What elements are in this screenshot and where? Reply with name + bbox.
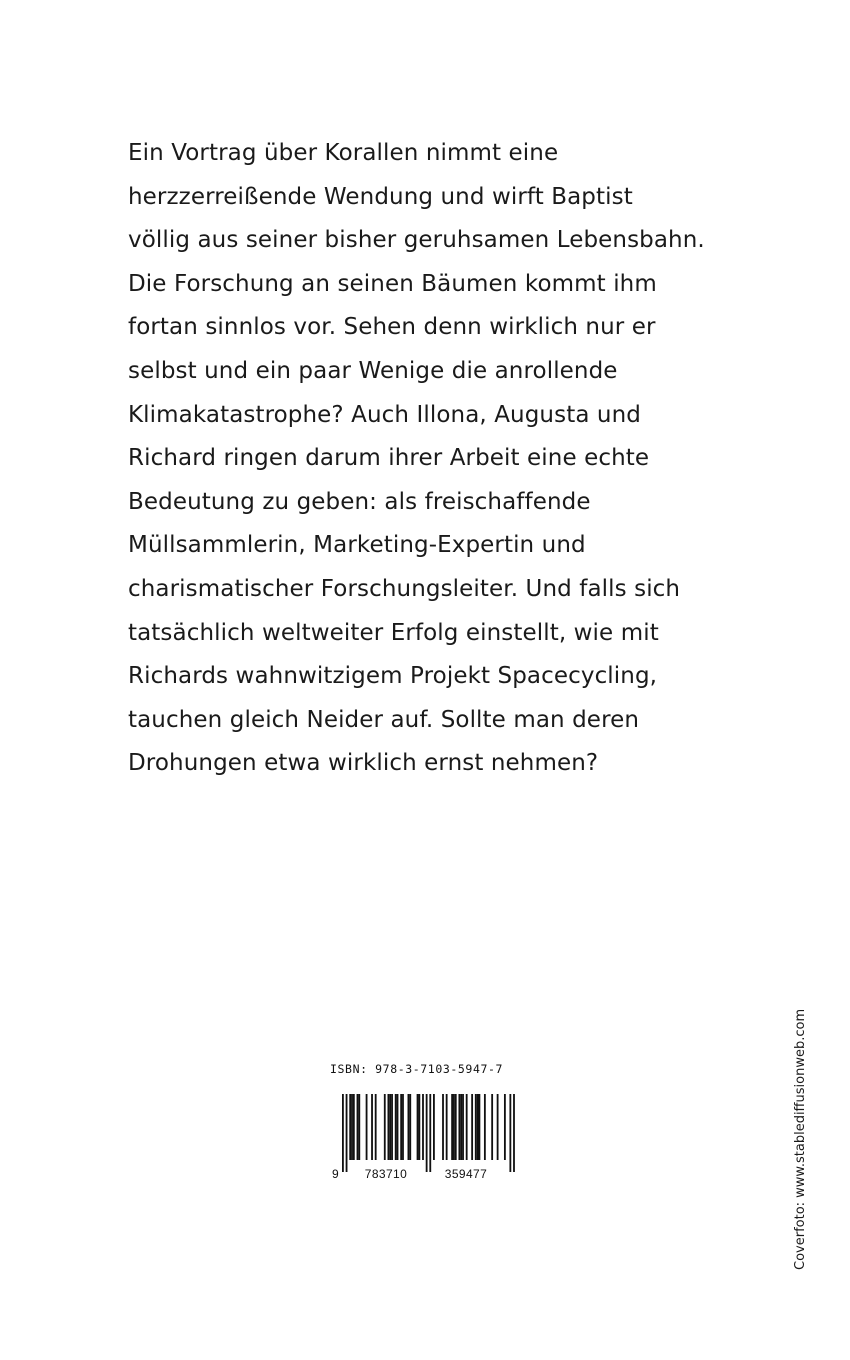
barcode-bar	[395, 1094, 397, 1160]
blurb-line: Drohungen etwa wirklich ernst nehmen?	[128, 750, 599, 777]
blurb-line: Müllsammlerin, Marketing-Expertin und	[128, 532, 586, 559]
barcode-bar	[471, 1094, 473, 1160]
barcode-bar	[491, 1094, 493, 1160]
blurb-line: Klimakatastrophe? Auch Illona, Augusta und	[128, 401, 641, 428]
barcode-bar	[433, 1094, 435, 1160]
barcode-bar	[384, 1094, 386, 1160]
barcode-bar	[400, 1094, 402, 1160]
blurb-line: Bedeutung zu geben: als freischaffende	[128, 488, 591, 515]
blurb-line: Richards wahnwitzigem Projekt Spacecycling,	[128, 663, 658, 690]
barcode-bar	[357, 1094, 359, 1160]
barcode-bar	[358, 1094, 360, 1160]
barcode-bar	[455, 1094, 457, 1160]
barcode-bar	[408, 1094, 410, 1160]
barcode-guard-bar	[342, 1094, 344, 1172]
barcode-bar	[460, 1094, 462, 1160]
blurb-line: herzzerreißende Wendung und wirft Baptist	[128, 183, 633, 210]
isbn-label: ISBN: 978-3-7103-5947-7	[330, 1062, 504, 1076]
barcode-bar	[402, 1094, 404, 1160]
barcode-bar	[391, 1094, 393, 1160]
blurb-line: selbst und ein paar Wenige die anrollende	[128, 357, 618, 384]
blurb-line: fortan sinnlos vor. Sehen denn wirklich nur er	[128, 314, 656, 341]
ean13-barcode	[330, 1082, 520, 1182]
isbn-barcode-block	[330, 1062, 520, 1182]
barcode-guard-bar	[513, 1094, 515, 1172]
barcode-bar	[453, 1094, 455, 1160]
barcode-bar	[462, 1094, 464, 1160]
barcode-bar	[422, 1094, 424, 1160]
blurb-line: Ein Vortrag über Korallen nimmt eine	[128, 140, 559, 166]
barcode-bar	[466, 1094, 468, 1160]
back-cover-blurb	[128, 132, 748, 786]
barcode-bar	[388, 1094, 390, 1160]
barcode-bar	[442, 1094, 444, 1160]
barcode-bar	[504, 1094, 506, 1160]
barcode-bar	[371, 1094, 373, 1160]
barcode-bar	[397, 1094, 399, 1160]
barcode-bar	[375, 1094, 377, 1160]
barcode-bar	[353, 1094, 355, 1160]
blurb-line: völlig aus seiner bisher geruhsamen Lebensbahn.	[128, 227, 705, 254]
barcode-guard-bar	[429, 1094, 431, 1172]
barcode-bar	[409, 1094, 411, 1160]
blurb-line: tatsächlich weltweiter Erfolg einstellt, wie mit	[128, 619, 659, 646]
barcode-bar	[351, 1094, 353, 1160]
barcode-bar	[484, 1094, 486, 1160]
barcode-bar	[479, 1094, 481, 1160]
barcode-bar	[458, 1094, 460, 1160]
barcode-guard-bar	[509, 1094, 511, 1172]
barcode-digits-left: 783710	[364, 1167, 408, 1181]
barcode-bar	[475, 1094, 477, 1160]
blurb-line: Richard ringen darum ihrer Arbeit eine echte	[128, 445, 650, 472]
barcode-bar	[418, 1094, 420, 1160]
barcode-bar	[349, 1094, 351, 1160]
barcode-guard-bar	[346, 1094, 348, 1172]
barcode-bar	[366, 1094, 368, 1160]
barcode-bar	[451, 1094, 453, 1160]
barcode-bar	[446, 1094, 448, 1160]
barcode-bar	[497, 1094, 499, 1160]
barcode-bar	[389, 1094, 391, 1160]
barcode-digit-first: 9	[332, 1167, 339, 1181]
barcode-guard-bar	[426, 1094, 428, 1172]
blurb-line: Die Forschung an seinen Bäumen kommt ihm	[128, 270, 657, 297]
cover-photo-credit: Coverfoto: www.stablediffusionweb.com	[793, 1008, 808, 1270]
blurb-line: tauchen gleich Neider auf. Sollte man deren	[128, 706, 640, 733]
barcode-bar	[417, 1094, 419, 1160]
barcode-bars	[342, 1094, 515, 1172]
barcode-digits-right: 359477	[444, 1167, 488, 1181]
blurb-line: charismatischer Forschungsleiter. Und falls sich	[128, 575, 681, 602]
barcode-bar	[477, 1094, 479, 1160]
